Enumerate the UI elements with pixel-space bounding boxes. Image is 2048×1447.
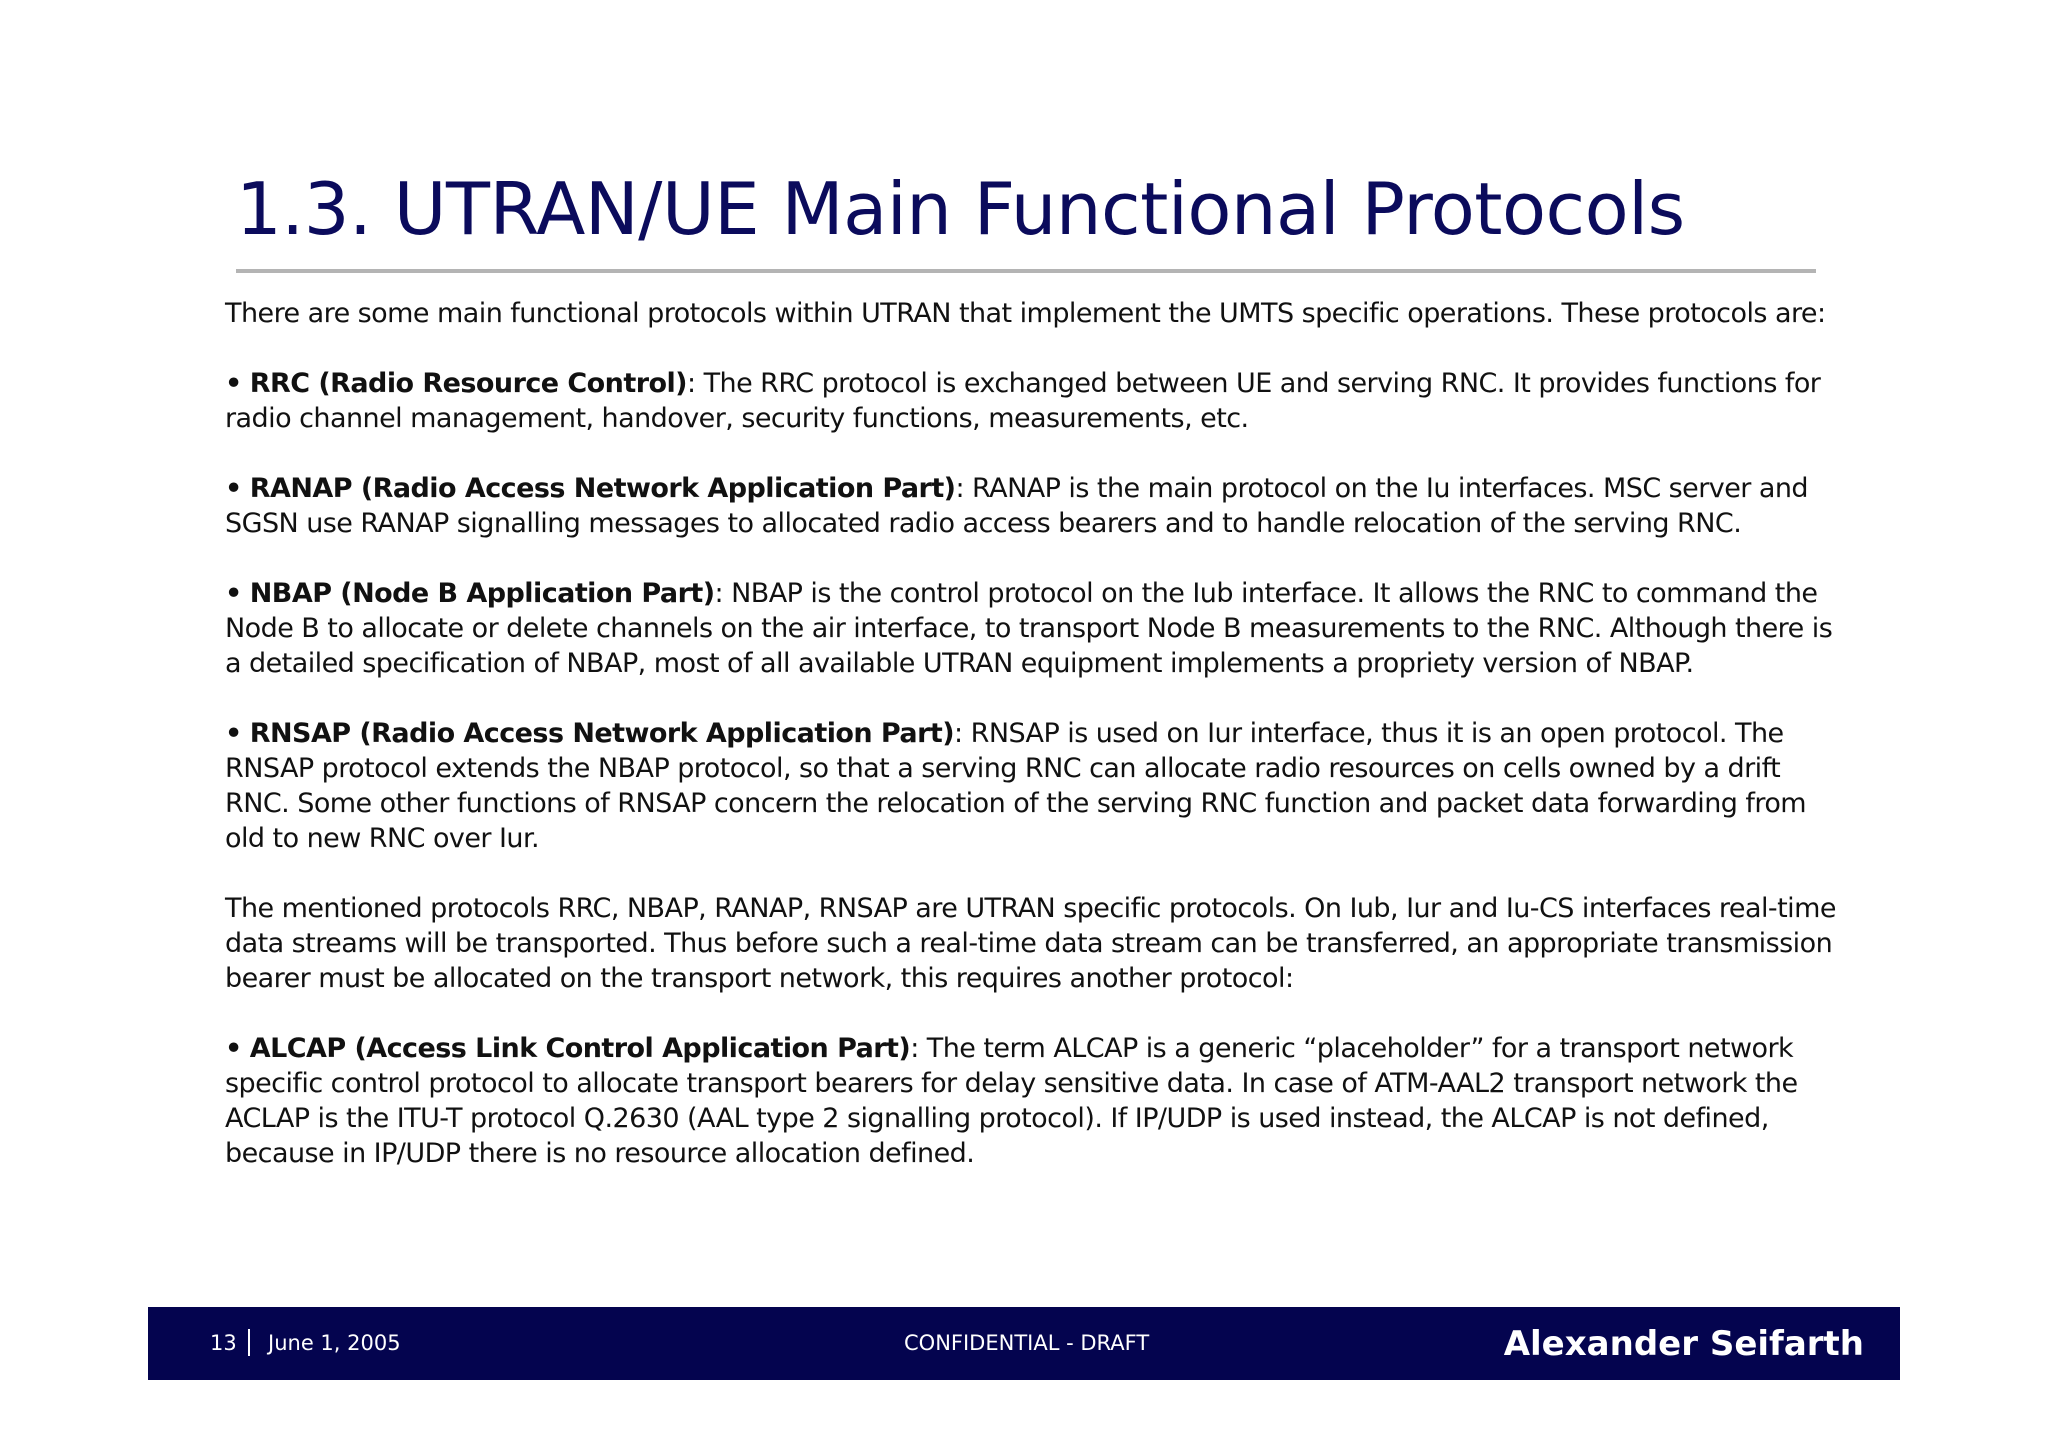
bullet-marker: •	[225, 473, 242, 504]
bullet-marker: •	[225, 1033, 242, 1064]
protocol-item-ranap	[225, 471, 1840, 541]
middle-paragraph: The mentioned protocols RRC, NBAP, RANAP, RNSAP are UTRAN specific protocols. On Iub, Iur and Iu-CS interfaces real-time data streams will be transported. Thus before such a real-time data stream can be transferred, an appropriate transmission bearer must be allocated on the transport network, this requires another protocol:	[225, 893, 1836, 994]
confidential-label: CONFIDENTIAL - DRAFT	[904, 1331, 1150, 1355]
bullet-marker: •	[225, 368, 242, 399]
title-underline	[236, 269, 1816, 273]
author-name: Alexander Seifarth	[1503, 1324, 1864, 1364]
protocol-name: NBAP (Node B Application Part)	[249, 578, 715, 609]
protocol-name: RRC (Radio Resource Control)	[249, 368, 687, 399]
slide-title: 1.3. UTRAN/UE Main Functional Protocols	[236, 167, 1685, 251]
slide-content	[225, 296, 1840, 1206]
protocol-item-nbap	[225, 576, 1840, 681]
footer-divider	[248, 1329, 250, 1356]
protocol-description: : RNSAP is used on Iur interface, thus it is an open protocol. The RNSAP protocol extends the NBAP protocol, so that a serving RNC can allocate radio resources on cells owned by a drift RNC. Some other functions of RNSAP concern the relocation of the serving RNC function and packet data forwarding from old to new RNC over Iur.	[225, 718, 1807, 854]
page-number: 13	[210, 1331, 237, 1355]
protocol-item-rrc	[225, 366, 1840, 436]
intro-paragraph: There are some main functional protocols within UTRAN that implement the UMTS specific operations. These protocols are:	[225, 298, 1826, 329]
protocol-item-rnsap	[225, 716, 1840, 856]
protocol-name: RNSAP (Radio Access Network Application Part)	[249, 718, 955, 749]
protocol-description: : The RRC protocol is exchanged between UE and serving RNC. It provides functions for radio channel management, handover, security functions, measurements, etc.	[225, 368, 1821, 434]
protocol-name: RANAP (Radio Access Network Application Part)	[249, 473, 956, 504]
protocol-description: : RANAP is the main protocol on the Iu interfaces. MSC server and SGSN use RANAP signalling messages to allocated radio access bearers and to handle relocation of the serving RNC.	[225, 473, 1809, 539]
protocol-item-alcap	[225, 1031, 1840, 1171]
protocol-description: : The term ALCAP is a generic “placeholder” for a transport network specific control protocol to allocate transport bearers for delay sensitive data. In case of ATM-AAL2 transport network the ACLAP is the ITU-T protocol Q.2630 (AAL type 2 signalling protocol). If IP/UDP is used instead, the ALCAP is not defined, because in IP/UDP there is no resource allocation defined.	[225, 1033, 1798, 1169]
protocol-name: ALCAP (Access Link Control Application Part)	[249, 1033, 911, 1064]
protocol-description: : NBAP is the control protocol on the Iub interface. It allows the RNC to command the Node B to allocate or delete channels on the air interface, to transport Node B measurements to the RNC. Although there is a detailed specification of NBAP, most of all available UTRAN equipment implements a propriety version of NBAP.	[225, 578, 1833, 679]
bullet-marker: •	[225, 578, 242, 609]
footer-date: June 1, 2005	[268, 1331, 401, 1355]
footer-bar	[148, 1307, 1900, 1380]
bullet-marker: •	[225, 718, 242, 749]
